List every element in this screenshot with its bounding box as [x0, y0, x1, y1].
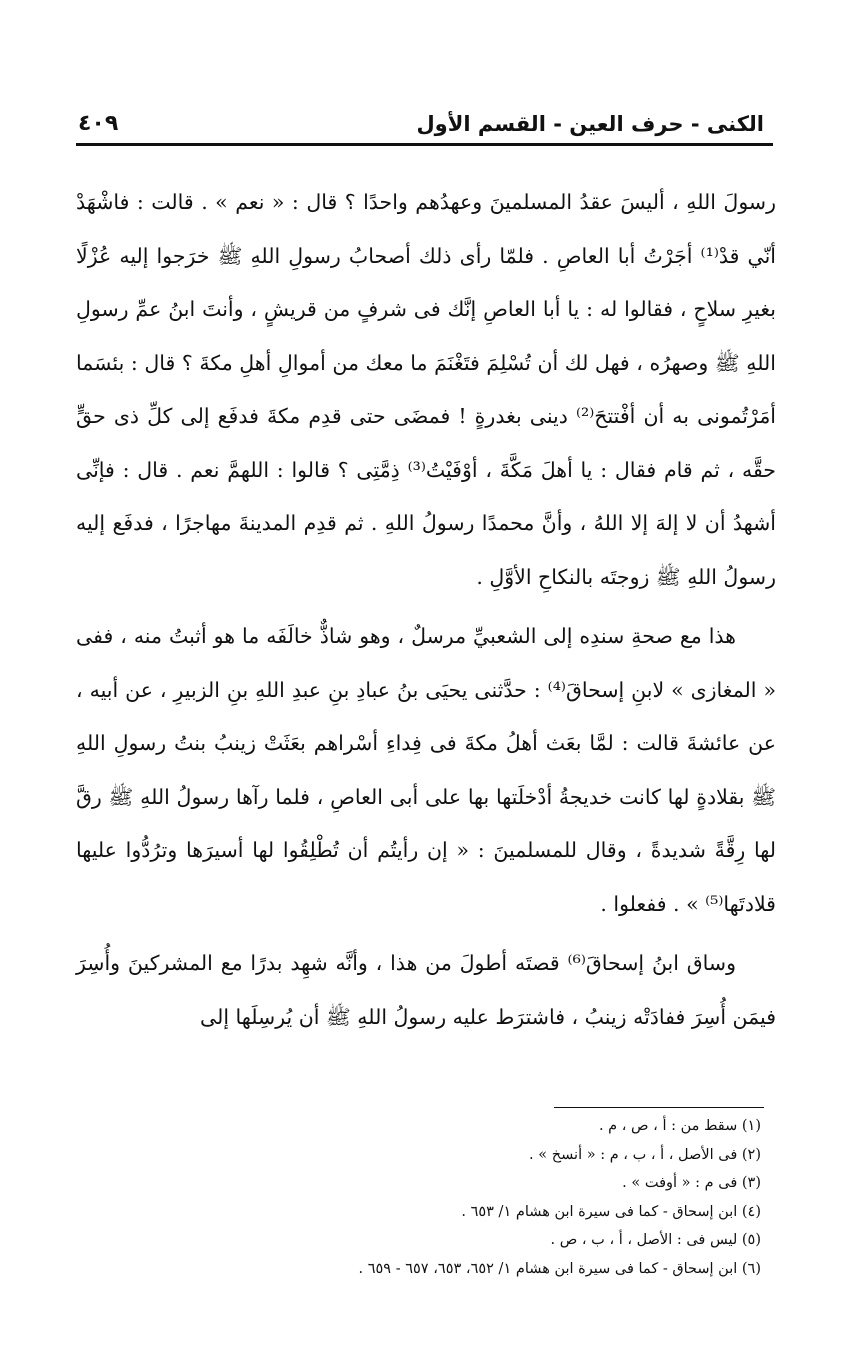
page-number: ٤٠٩ [78, 111, 119, 136]
paragraph: هذا مع صحةِ سندِه إلى الشعبيِّ مرسلٌ ، وهو شاذٌّ خالَفَه ما هو أثبتُ منه ، ففى « المغازى » لابنِ إسحاقَ⁽⁴⁾ : حدَّثنى يحيَى بنُ عبادِ بنِ عبدِ اللهِ بنِ الزبيرِ ، عن أبيه ، عن عائشةَ قالت : لمَّا بعَث أهلُ مكةَ فى فِداءِ أسْراهم بعَثَتْ زينبُ بنتُ رسولِ اللهِ ﷺ بقلادةٍ لها كانت خديجةُ أدْخلَتها بها على أبى العاصِ ، فلما رآها رسولُ اللهِ ﷺ رقَّ لها رِقَّةً شديدةً ، وقال للمسلمينَ : « إن رأيتُم أن تُطْلِقُوا لها أسيرَها وترُدُّوا عليها قلادتَها⁽⁵⁾ » . ففعلوا . [76, 624, 776, 916]
footnote: (٣) فى م : « أوفت » . [622, 1175, 761, 1192]
footnotes [81, 1112, 761, 1284]
header-title: الكنى - حرف العين - القسم الأول [416, 112, 764, 136]
footnote: (٤) ابن إسحاق - كما فى سيرة ابن هشام ١/ ٦٥٣ . [461, 1203, 761, 1220]
header-rule [76, 143, 773, 146]
footnote: (٦) ابن إسحاق - كما فى سيرة ابن هشام ١/ ٦٥٢، ٦٥٣، ٦٥٧ - ٦٥٩ . [358, 1260, 761, 1277]
running-header [78, 100, 764, 136]
footnote: (٢) فى الأصل ، أ ، ب ، م : « أنسخ » . [529, 1146, 761, 1163]
paragraph: وساق ابنُ إسحاقَ⁽⁶⁾ قصتَه أطولَ من هذا ، وأنَّه شهِد بدرًا مع المشركينَ وأُسِرَ فيمَن أُسِرَ ففادَتْه زينبُ ، فاشترَط عليه رسولُ اللهِ ﷺ أن يُرسِلَها إلى [76, 951, 776, 1029]
main-text [76, 176, 776, 1044]
footnote: (١) سقط من : أ ، ص ، م . [598, 1118, 761, 1134]
footnote-rule [554, 1107, 764, 1108]
paragraph: رسولَ اللهِ ، أليسَ عقدُ المسلمينَ وعهدُهم واحدًا ؟ قال : « نعم » . قالت : فاشْهَدْ أنّي قدْ⁽¹⁾ أجَرْتُ أبا العاصِ . فلمّا رأى ذلك أصحابُ رسولِ اللهِ ﷺ خرَجوا إليه عُزْلًا بغيرِ سلاحٍ ، فقالوا له : يا أبا العاصِ إنَّك فى شرفٍ من قريشٍ ، وأنتَ ابنُ عمِّ رسولِ اللهِ ﷺ وصهرُه ، فهل لك أن تُسْلِمَ فتَغْنَمَ ما معك من أموالِ أهلِ مكةَ ؟ قال : بئسَما أمَرْتُمونى به أن أفْتتحَ⁽²⁾ دينى بغدرةٍ ! فمضَى حتى قدِم مكةَ فدفَع إلى كلِّ ذى حقٍّ حقَّه ، ثم قام فقال : يا أهلَ مَكَّةَ ، أوْفَيْتُ⁽³⁾ ذِمَّتِى ؟ قالوا : اللهمَّ نعم . قال : فإنِّى أشهدُ أن لا إلهَ إلا اللهُ ، وأنَّ محمدًا رسولُ اللهِ . ثم قدِم المدينةَ مهاجرًا ، فدفَع إليه رسولُ اللهِ ﷺ زوجتَه بالنكاحِ الأوَّلِ . [76, 190, 776, 589]
footnote: (٥) ليس فى : الأصل ، أ ، ب ، ص . [550, 1232, 761, 1249]
